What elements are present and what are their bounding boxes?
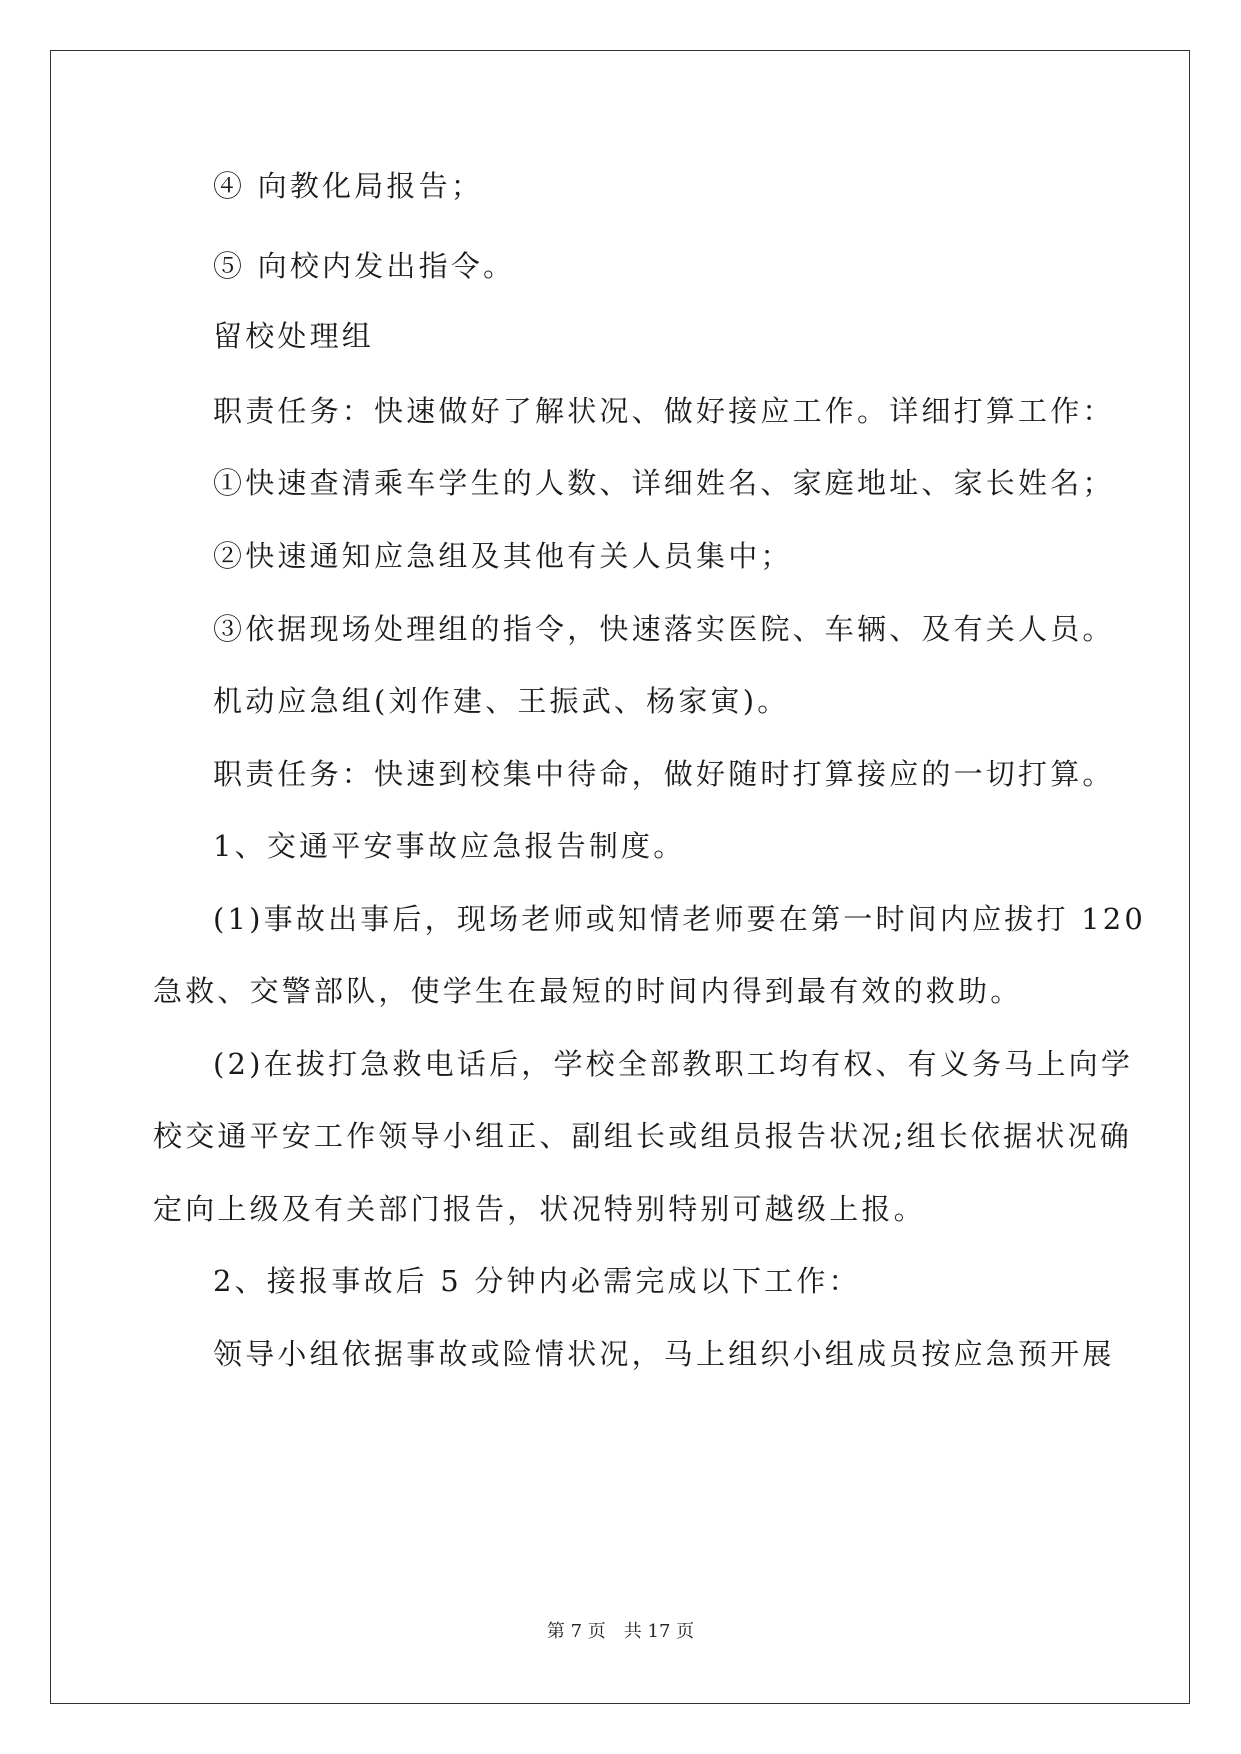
section-heading: 1、交通平安事故应急报告制度。 bbox=[213, 829, 686, 863]
text-line: (1)事故出事后，现场老师或知情老师要在第一时间内应拔打 120 bbox=[213, 902, 1147, 936]
text-line: ⑤ 向校内发出指令。 bbox=[213, 249, 516, 283]
page-number: 第 7 页 bbox=[546, 1621, 606, 1642]
text-line: ④ 向教化局报告； bbox=[213, 169, 484, 203]
text-line: ①快速查清乘车学生的人数、详细姓名、家庭地址、家长姓名； bbox=[213, 466, 1115, 500]
page-footer bbox=[0, 1620, 1241, 1644]
section-heading: 留校处理组 bbox=[213, 319, 375, 353]
text-line: 定向上级及有关部门报告，状况特别特别可越级上报。 bbox=[153, 1192, 926, 1226]
text-line: 校交通平安工作领导小组正、副组长或组员报告状况;组长依据状况确 bbox=[153, 1119, 1132, 1153]
text-line: ②快速通知应急组及其他有关人员集中； bbox=[213, 539, 793, 573]
text-line: 职责任务：快速到校集中待命，做好随时打算接应的一切打算。 bbox=[213, 757, 1115, 791]
page-total: 共 17 页 bbox=[623, 1621, 695, 1642]
section-heading: 机动应急组(刘作建、王振武、杨家寅)。 bbox=[213, 684, 790, 718]
page-border bbox=[50, 50, 1190, 1704]
text-line: 急救、交警部队，使学生在最短的时间内得到最有效的救助。 bbox=[153, 974, 1023, 1008]
section-heading: 2、接报事故后 5 分钟内必需完成以下工作： bbox=[213, 1264, 861, 1298]
text-line: (2)在拔打急救电话后，学校全部教职工均有权、有义务马上向学 bbox=[213, 1047, 1134, 1081]
text-line: 领导小组依据事故或险情状况，马上组织小组成员按应急预开展 bbox=[213, 1337, 1115, 1371]
text-line: ③依据现场处理组的指令，快速落实医院、车辆、及有关人员。 bbox=[213, 612, 1115, 646]
text-line: 职责任务：快速做好了解状况、做好接应工作。详细打算工作： bbox=[213, 394, 1115, 428]
